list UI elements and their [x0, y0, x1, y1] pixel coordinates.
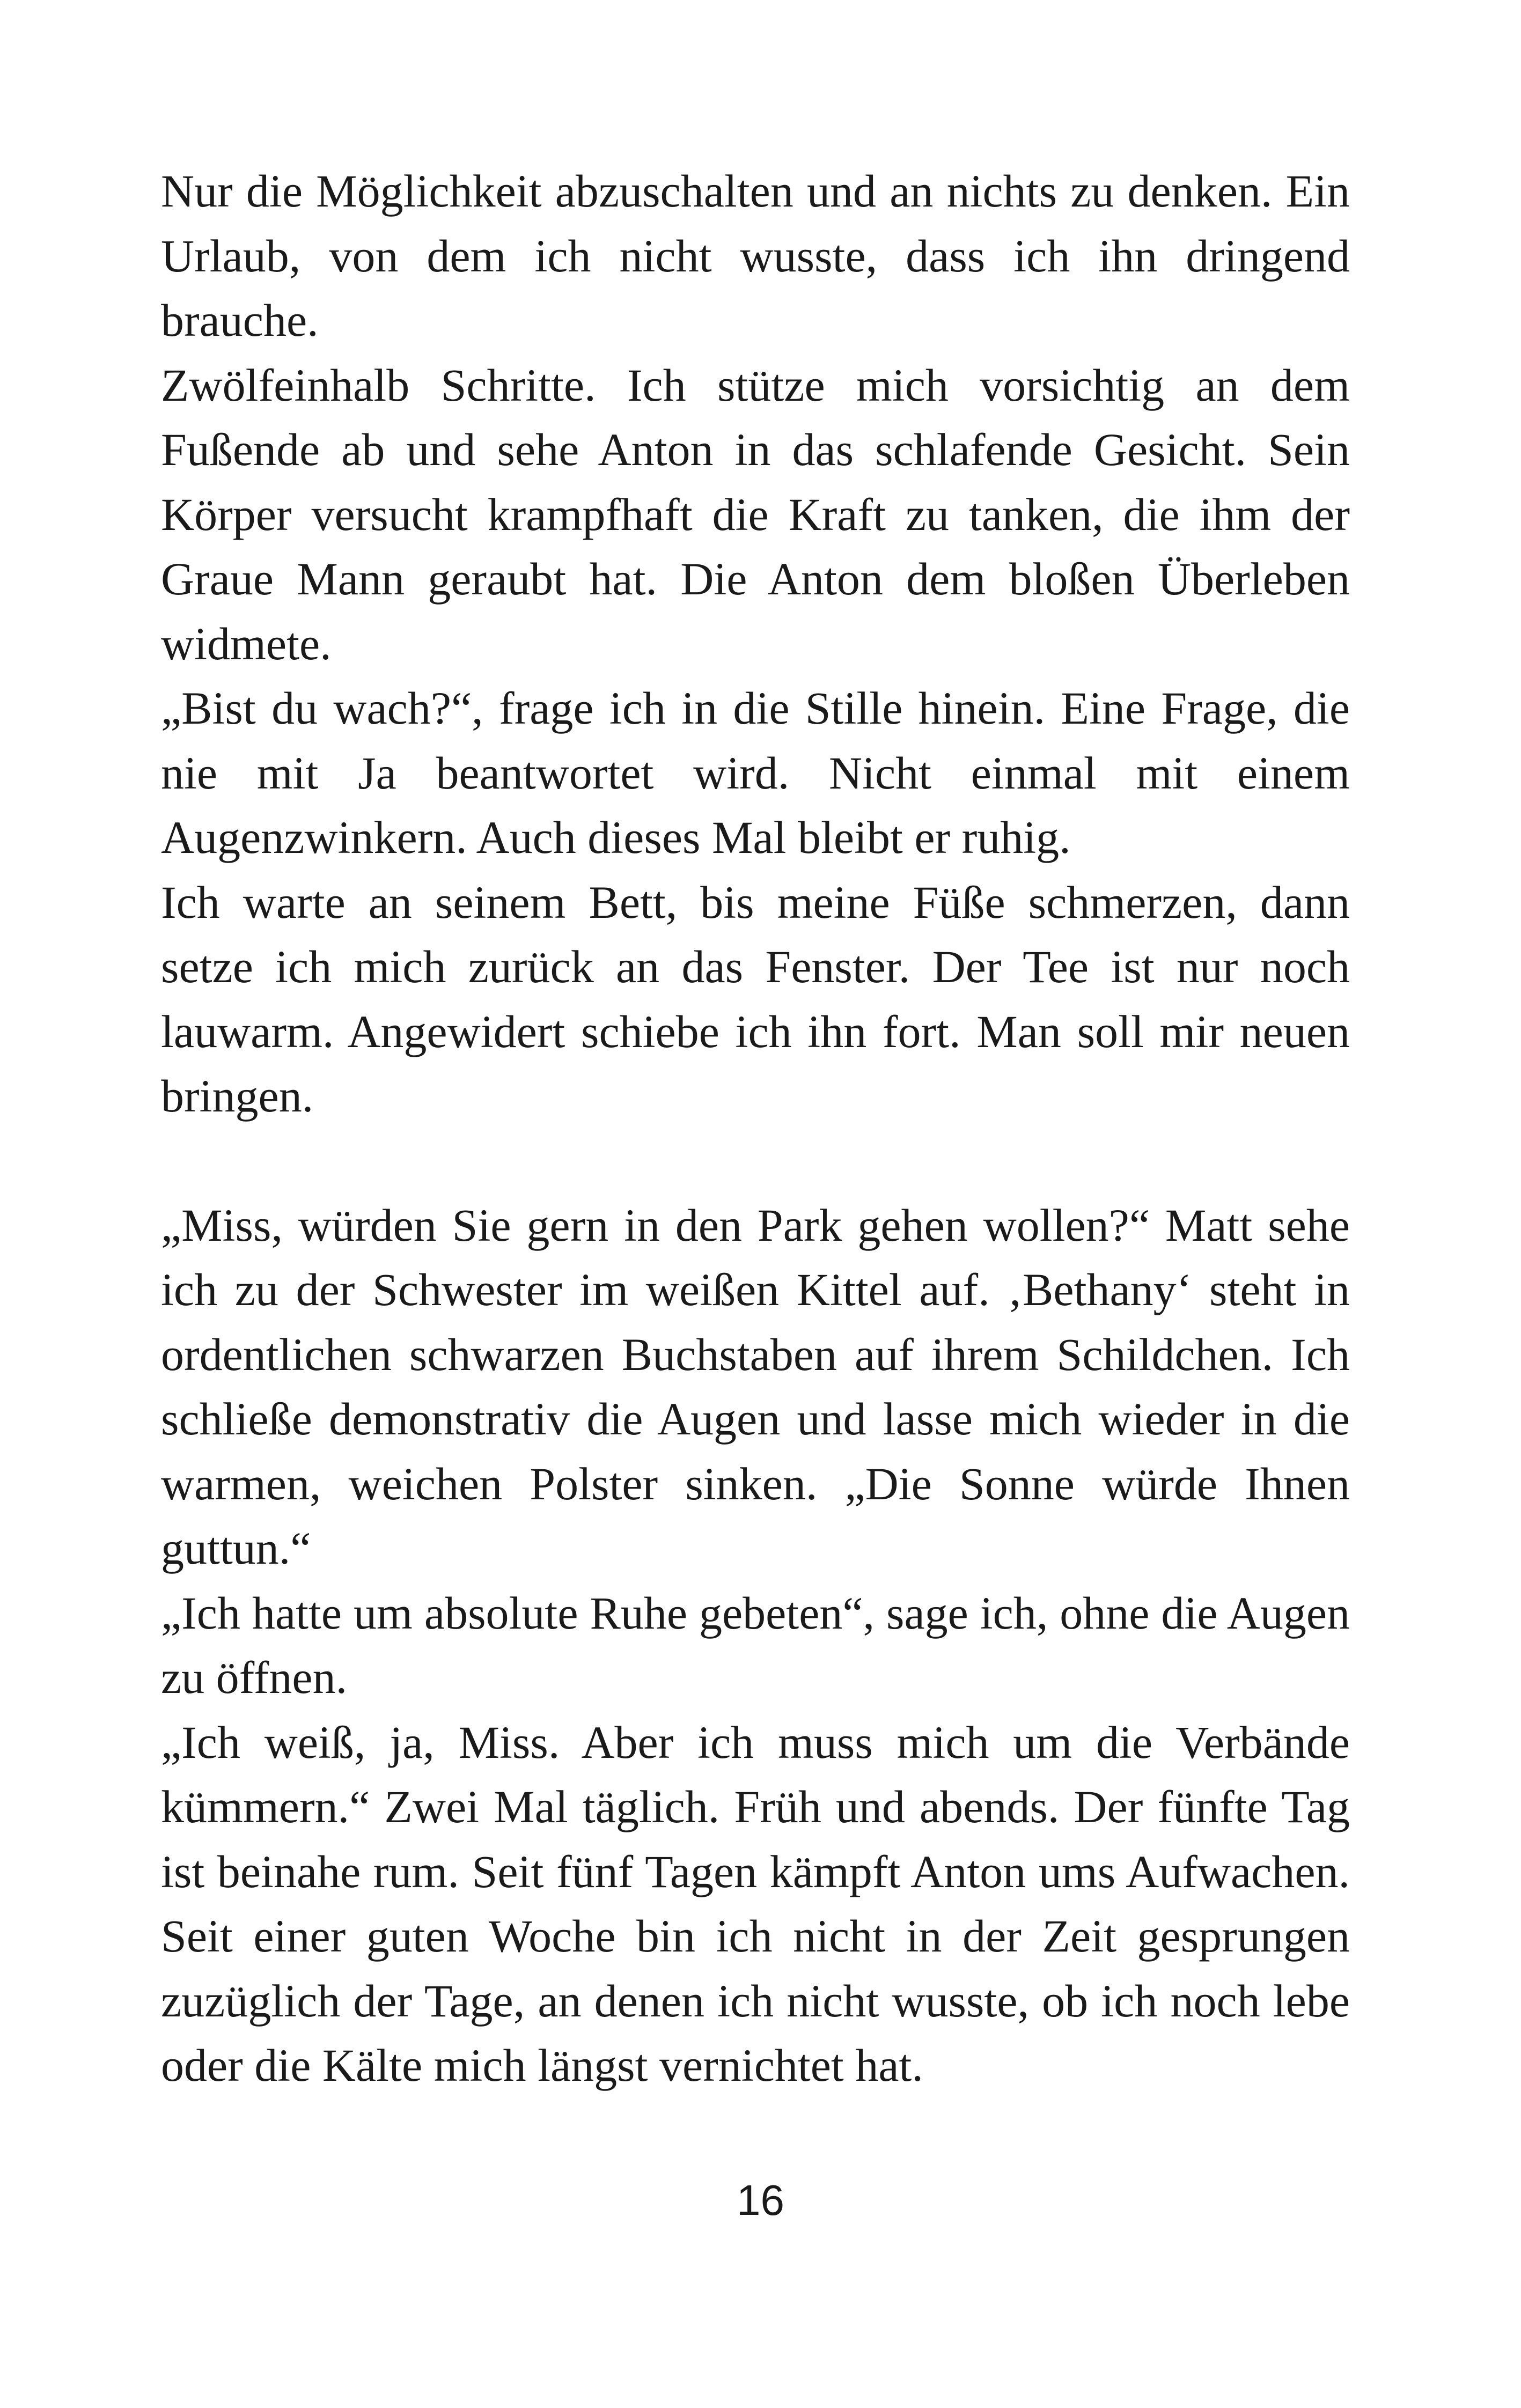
paragraph-2: Zwölfeinhalb Schritte. Ich stütze mich vorsichtig an dem Fußende ab und sehe Anton in das schlafende Gesicht. Sein Körper versucht krampfhaft die Kraft zu tanken, die ihm der Graue Mann geraubt hat. Die Anton dem bloßen Überleben widmete.	[161, 359, 1350, 669]
paragraph-1: Nur die Möglichkeit abzuschalten und an nichts zu denken. Ein Urlaub, von dem ich nicht wusste, dass ich ihn dringend brauche.	[161, 165, 1350, 346]
section-break	[161, 1129, 1350, 1193]
paragraph-6: „Ich hatte um absolute Ruhe gebeten“, sage ich, ohne die Augen zu öffnen.	[161, 1587, 1350, 1703]
body-text	[161, 159, 1350, 2098]
page-number: 16	[737, 2176, 784, 2224]
paragraph-3: „Bist du wach?“, frage ich in die Stille hinein. Eine Frage, die nie mit Ja beantwortet wird. Nicht einmal mit einem Augenzwinkern. Auch dieses Mal bleibt er ruhig.	[161, 682, 1350, 863]
paragraph-5: „Miss, würden Sie gern in den Park gehen wollen?“ Matt sehe ich zu der Schwester im weißen Kittel auf. ‚Bethany‘ steht in ordentlichen schwarzen Buchstaben auf ihrem Schildchen. Ich schließe demonstrativ die Augen und lasse mich wieder in die warmen, weichen Polster sinken. „Die Sonne würde Ihnen guttun.“	[161, 1199, 1350, 1574]
paragraph-7: „Ich weiß, ja, Miss. Aber ich muss mich um die Verbände kümmern.“ Zwei Mal täglich. Früh und abends. Der fünfte Tag ist beinahe rum. Seit fünf Tagen kämpft Anton ums Aufwachen. Seit einer guten Woche bin ich nicht in der Zeit gesprungen zuzüglich der Tage, an denen ich nicht wusste, ob ich noch lebe oder die Kälte mich längst vernichtet hat.	[161, 1716, 1350, 2091]
paragraph-4: Ich warte an seinem Bett, bis meine Füße schmerzen, dann setze ich mich zurück an das Fenster. Der Tee ist nur noch lauwarm. Angewidert schiebe ich ihn fort. Man soll mir neuen bringen.	[161, 876, 1350, 1122]
